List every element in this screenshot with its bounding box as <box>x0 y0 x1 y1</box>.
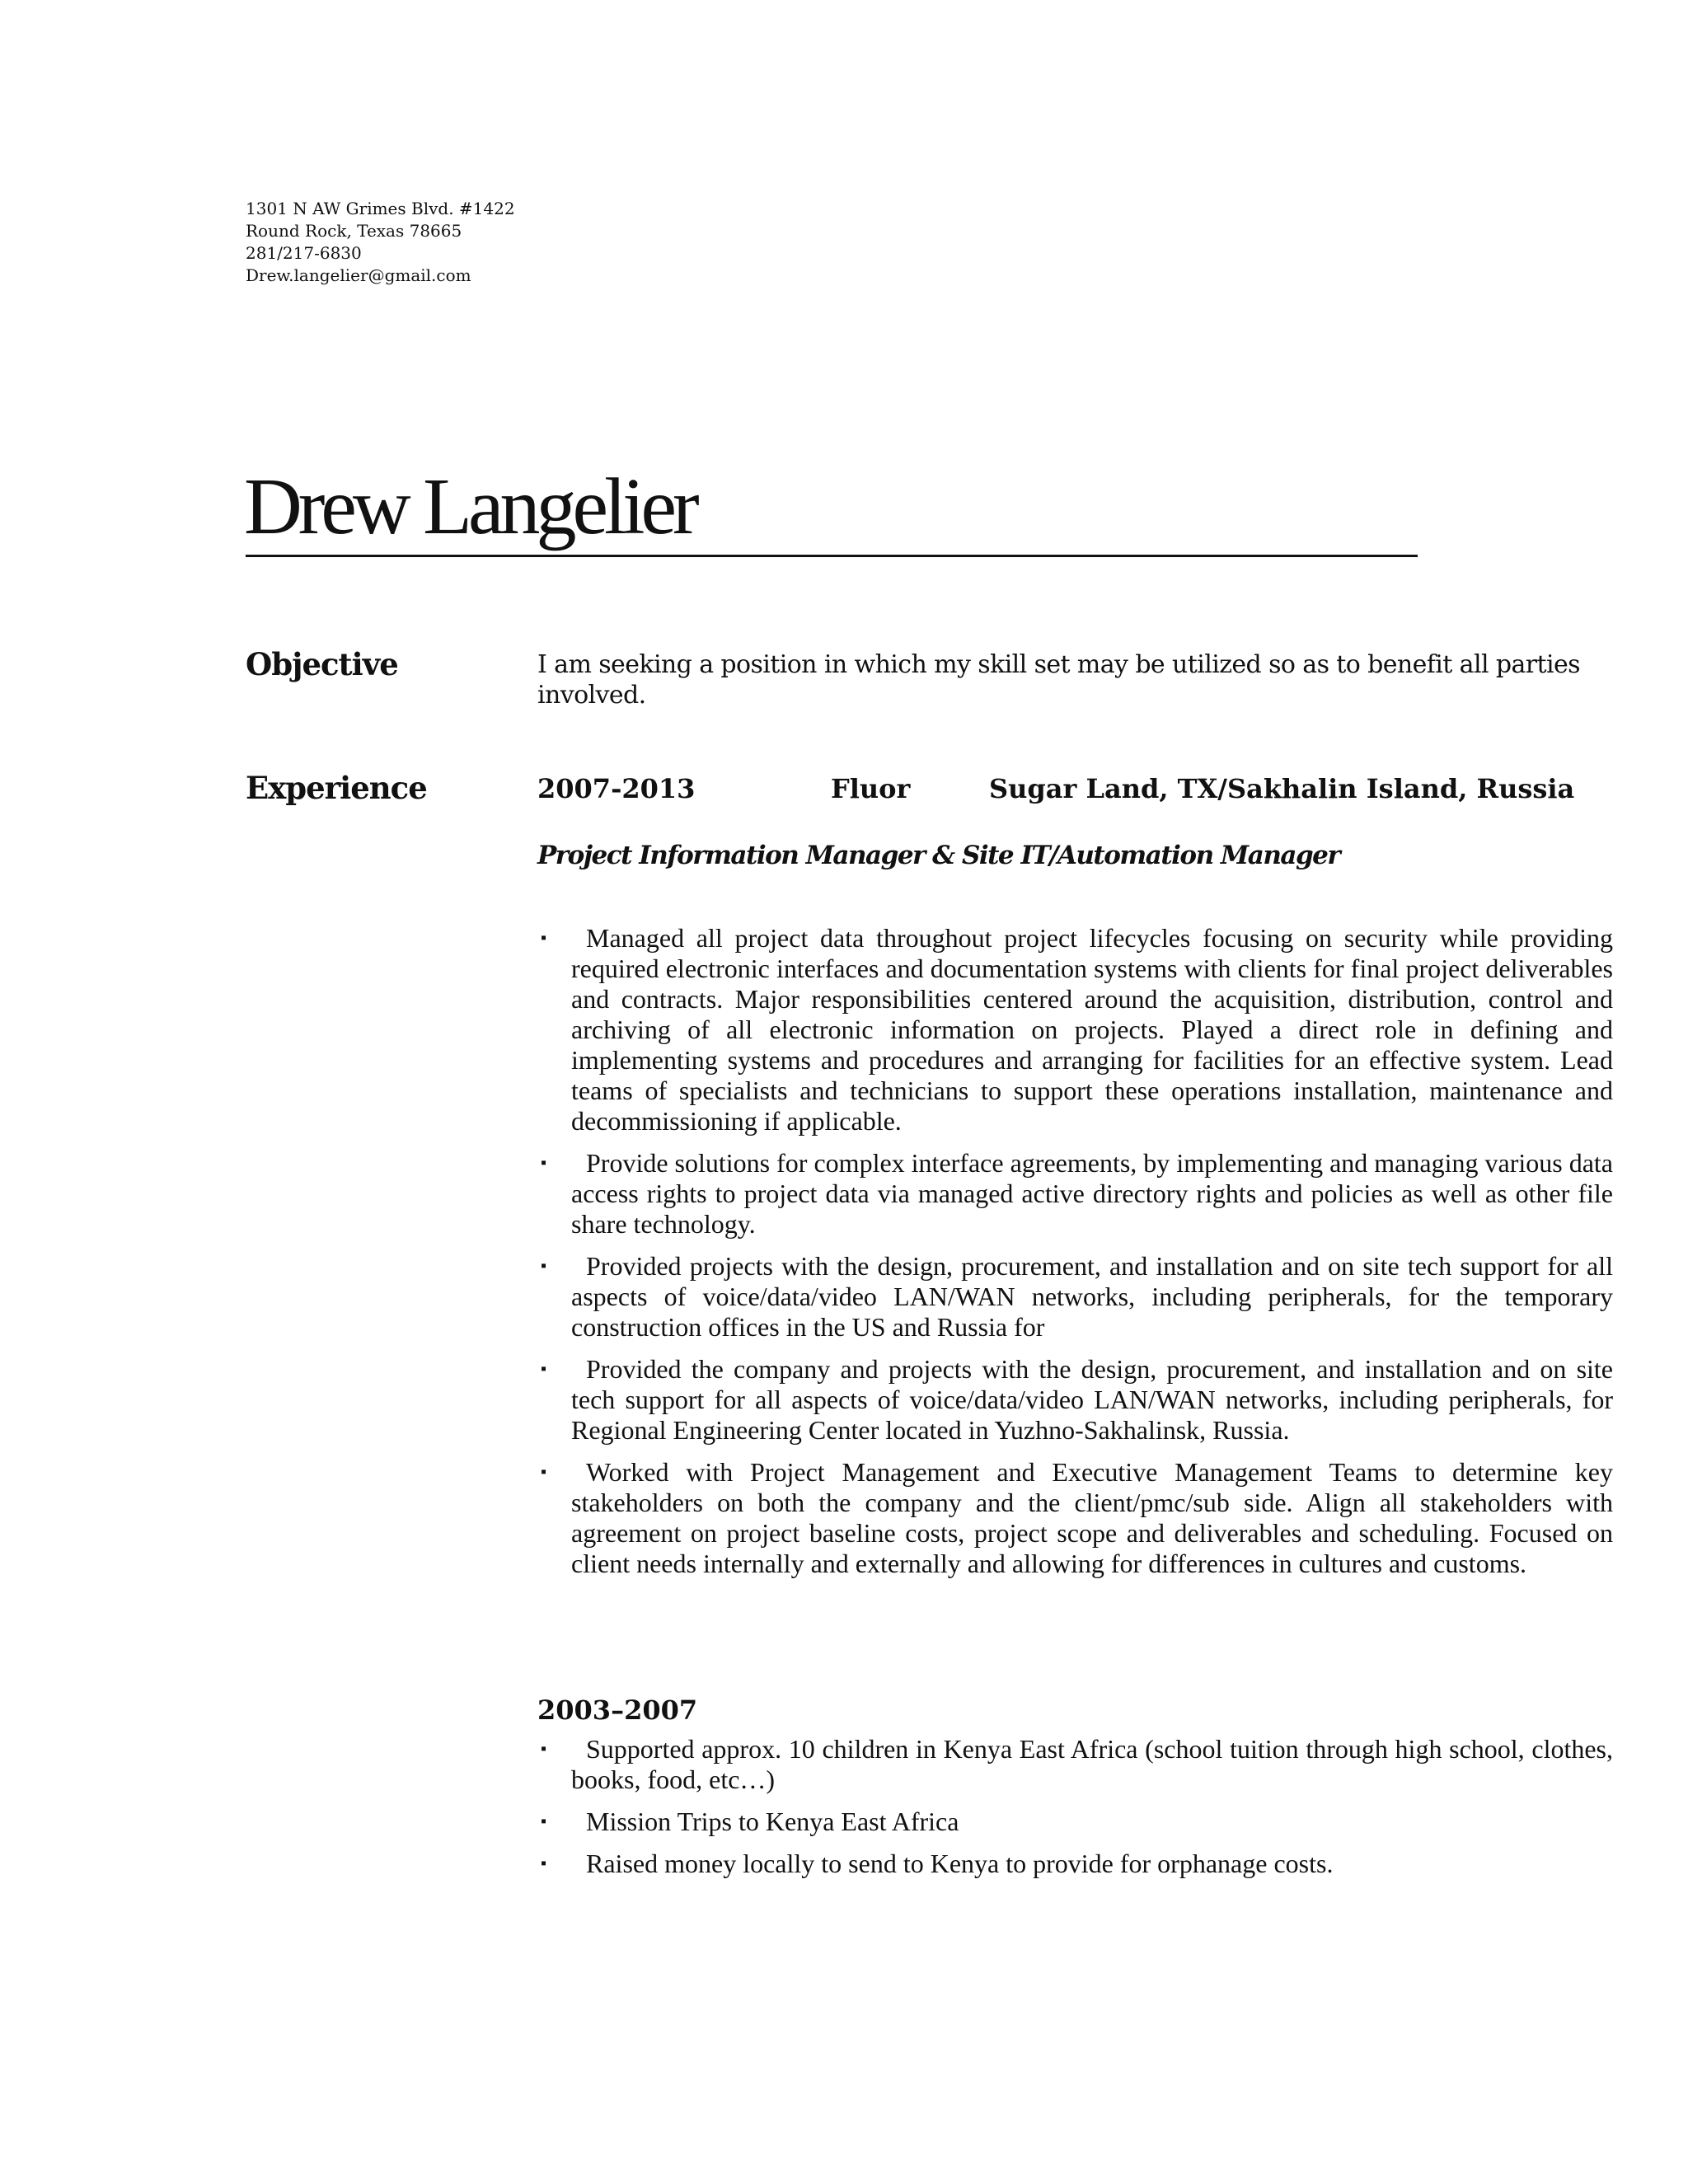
bullet-icon: ▪ <box>541 1360 547 1378</box>
list-item <box>537 1849 1613 1879</box>
bullet-text: Provided the company and projects with the design, procurement, and installation and on site tech support for all aspects of voice/data/video LAN/WAN networks, including peripherals, for Regional Engineering Center located in Yuzhno-Sakhalinsk, Russia. <box>571 1354 1613 1445</box>
job-1-title: Project Information Manager & Site IT/Automation Manager <box>537 841 1340 870</box>
job-2-years: 2003–2007 <box>537 1694 698 1726</box>
address-line-1: 1301 N AW Grimes Blvd. #1422 <box>246 199 515 218</box>
bullet-icon: ▪ <box>541 1812 547 1830</box>
bullet-text: Raised money locally to send to Kenya to provide for orphanage costs. <box>586 1849 1334 1878</box>
contact-block <box>246 198 515 287</box>
bullet-text: Worked with Project Management and Executive Management Teams to determine key stakeholders on both the company and the client/pmc/sub side. Align all stakeholders with agreement on project baseline costs, project scope and deliverables and scheduling. Focused on client needs internally and externally and allowing for differences in cultures and customs. <box>571 1457 1613 1578</box>
bullet-text: Provided projects with the design, procurement, and installation and on site tech support for all aspects of voice/data/video LAN/WAN networks, including peripherals, for the temporary construction offices in the US and Russia for <box>571 1251 1613 1342</box>
list-item <box>537 1734 1613 1795</box>
experience-heading: Experience <box>246 770 427 806</box>
list-item <box>537 1251 1613 1343</box>
bullet-icon: ▪ <box>541 1463 547 1481</box>
objective-heading: Objective <box>246 646 398 682</box>
bullet-text: Provide solutions for complex interface agreements, by implementing and managing various data access rights to project data via managed active directory rights and policies as well as other file share technology. <box>571 1148 1613 1239</box>
job-1-years: 2007-2013 <box>537 773 696 804</box>
phone-number: 281/217-6830 <box>246 243 362 263</box>
email-address: Drew.langelier@gmail.com <box>246 265 471 285</box>
bullet-text: Managed all project data throughout project lifecycles focusing on security while providing required electronic interfaces and documentation systems with clients for final project deliverables and contracts. Major responsibilities centered around the acquisition, distribution, control and archiving of all electronic information on projects. Played a direct role in defining and implementing systems and procedures and arranging for facilities for an effective system. Lead teams of specialists and technicians to support these operations installation, maintenance and decommissioning if applicable. <box>571 923 1613 1136</box>
job-1-location: Sugar Land, TX/Sakhalin Island, Russia <box>989 773 1575 804</box>
bullet-icon: ▪ <box>541 1740 547 1758</box>
bullet-icon: ▪ <box>541 1854 547 1872</box>
list-item <box>537 1148 1613 1240</box>
candidate-name: Drew Langelier <box>244 462 696 551</box>
list-item <box>537 1807 1613 1837</box>
bullet-icon: ▪ <box>541 1154 547 1172</box>
bullet-icon: ▪ <box>541 929 547 947</box>
bullet-text: Supported approx. 10 children in Kenya East Africa (school tuition through high school, clothes, books, food, etc…) <box>571 1734 1613 1794</box>
address-line-2: Round Rock, Texas 78665 <box>246 221 462 241</box>
job-1-bullet-list <box>537 923 1613 1591</box>
bullet-text: Mission Trips to Kenya East Africa <box>586 1807 959 1836</box>
list-item <box>537 1354 1613 1446</box>
job-1-company: Fluor <box>831 773 911 804</box>
list-item <box>537 923 1613 1137</box>
list-item <box>537 1457 1613 1579</box>
job-2-bullet-list <box>537 1734 1613 1891</box>
bullet-icon: ▪ <box>541 1257 547 1275</box>
objective-text: I am seeking a position in which my skill set may be utilized so as to benefit all parties involved. <box>537 650 1580 710</box>
name-divider <box>246 555 1418 557</box>
